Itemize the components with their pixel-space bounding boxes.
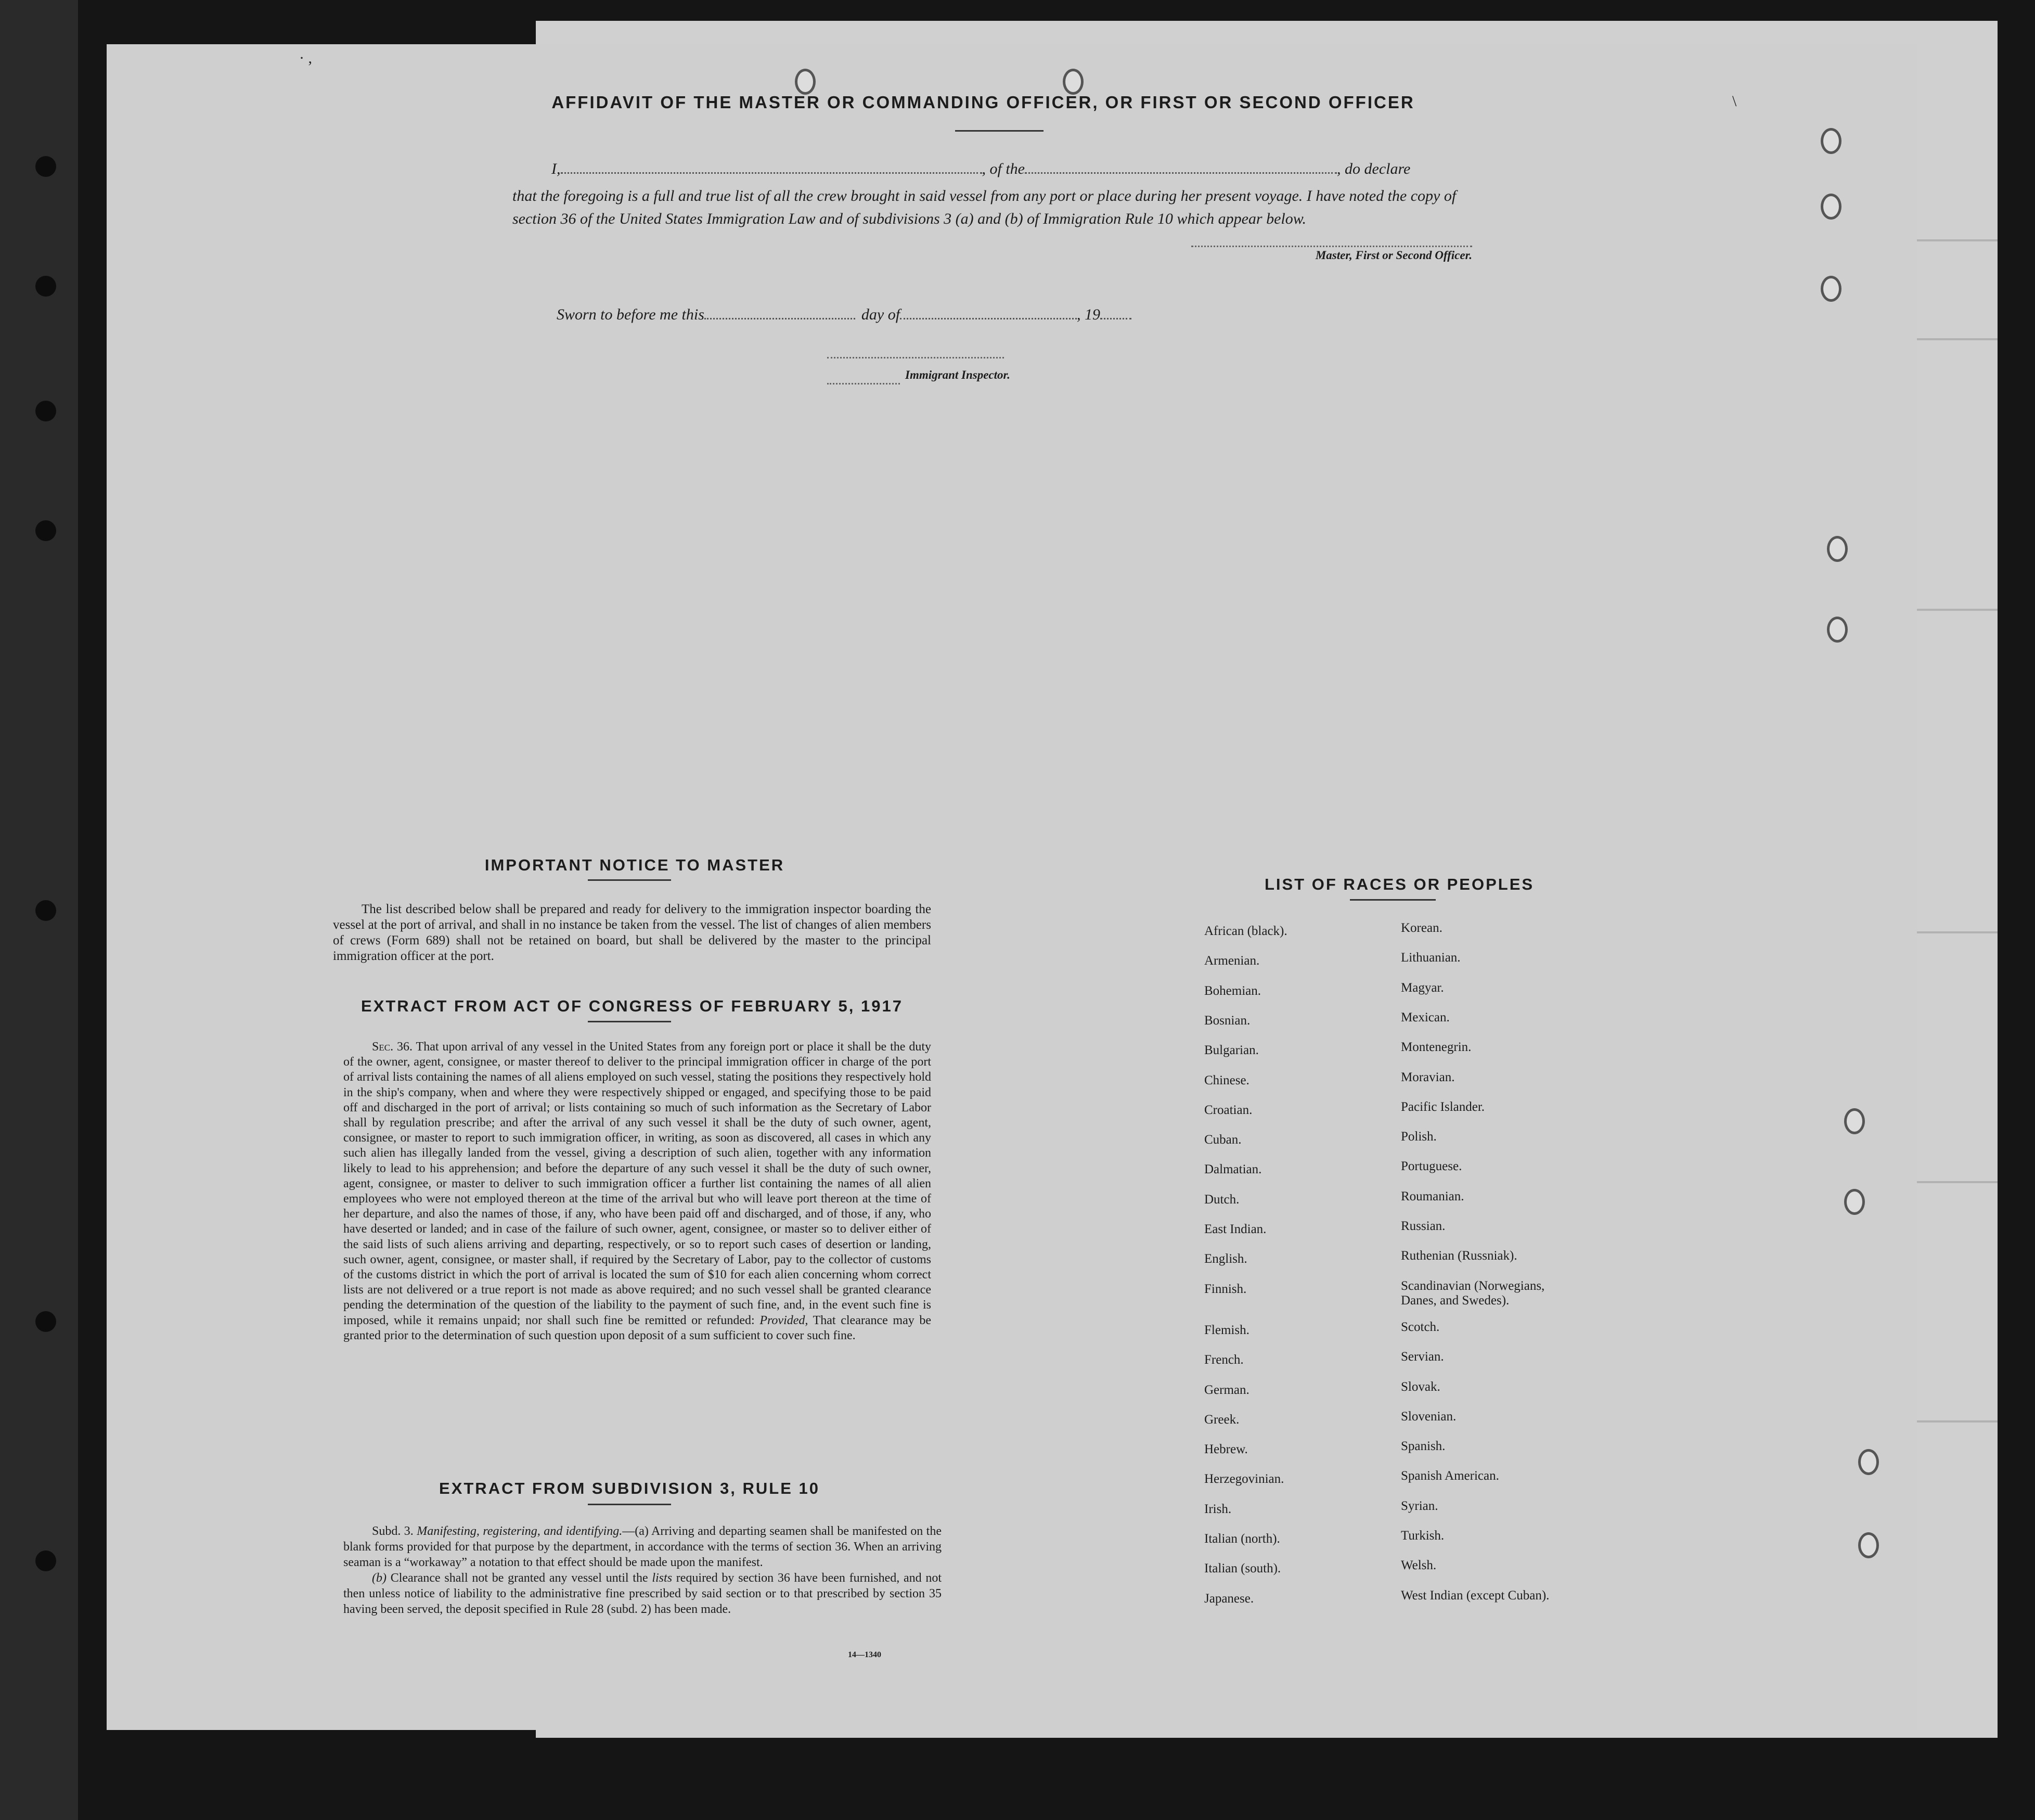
- punch-hole: [1844, 1189, 1865, 1215]
- binding-hole: [35, 1550, 56, 1571]
- act-underline: [588, 1021, 671, 1022]
- race-item: Welsh.: [1401, 1558, 1437, 1573]
- binding-hole: [35, 401, 56, 421]
- race-item: German.: [1204, 1382, 1250, 1397]
- race-item: Herzegovinian.: [1204, 1472, 1284, 1486]
- notice-underline: [588, 879, 671, 881]
- race-item: Italian (north).: [1204, 1532, 1280, 1546]
- binding-strip: [0, 0, 78, 1820]
- subdivision-label: Subd. 3.: [372, 1524, 414, 1538]
- subdivision-heading: Manifesting, registering, and identifying.: [417, 1524, 623, 1538]
- section-text-end: That clearance may be granted prior to the determination of such question upon deposit of a sum sufficient to cover such fine.: [343, 1313, 932, 1342]
- title-underline: [955, 130, 1044, 132]
- punch-hole: [1858, 1449, 1879, 1475]
- race-item: French.: [1204, 1353, 1244, 1367]
- race-item: Slovenian.: [1401, 1409, 1457, 1424]
- binding-hole: [35, 276, 56, 297]
- vessel-name-blank[interactable]: [1025, 172, 1337, 174]
- act-section-36-text: [343, 1040, 931, 1343]
- race-item: West Indian (except Cuban).: [1401, 1588, 1550, 1603]
- binding-hole: [35, 520, 56, 541]
- race-item: Servian.: [1401, 1350, 1444, 1364]
- section-label: Sec. 36.: [372, 1040, 413, 1054]
- notice-title: IMPORTANT NOTICE TO MASTER: [484, 856, 785, 874]
- form-sheet: [107, 44, 1917, 1730]
- punch-hole: [1858, 1532, 1879, 1558]
- race-item: Croatian.: [1204, 1103, 1253, 1117]
- race-item: Scotch.: [1401, 1319, 1440, 1334]
- sworn-year-label: , 19: [1077, 306, 1101, 323]
- binding-hole: [35, 156, 56, 177]
- sworn-year-blank[interactable]: [1100, 318, 1131, 319]
- race-item: Cuban.: [1204, 1133, 1242, 1147]
- race-item: Ruthenian (Russniak).: [1401, 1249, 1517, 1263]
- inspector-signature-line[interactable]: [827, 357, 1004, 358]
- race-item: Roumanian.: [1401, 1189, 1464, 1203]
- declarant-name-blank[interactable]: [561, 172, 982, 174]
- race-item: Armenian.: [1204, 954, 1260, 968]
- race-item: Scandinavian (Norwegians, Danes, and Swedes).: [1401, 1278, 1545, 1308]
- notice-text: The list described below shall be prepared and ready for delivery to the immigration inspector boarding the vessel at the port of arrival, and shall in no instance be taken from the vessel. The list of changes of alien members of crews (Form 689) shall not be retained on board, but shall be delivered by the master to the principal immigration officer at the port.: [333, 902, 931, 963]
- sworn-day-blank[interactable]: [704, 318, 855, 319]
- subdivision-title: EXTRACT FROM SUBDIVISION 3, RULE 10: [439, 1479, 820, 1497]
- race-item: Irish.: [1204, 1502, 1232, 1516]
- affidavit-body: that the foregoing is a full and true list of all the crew brought in said vessel from any port or place during her present voyage. I have noted the copy of section 36 of the United States Immigration Law and of subdivisions 3 (a) and (b) of Immigration Rule 10 which appear below.: [512, 187, 1457, 227]
- punch-hole: [1063, 69, 1084, 95]
- declarant-prefix: I,: [551, 160, 561, 177]
- race-item: Syrian.: [1401, 1498, 1438, 1513]
- race-item: English.: [1204, 1252, 1247, 1266]
- race-item: Lithuanian.: [1401, 951, 1461, 965]
- punch-hole: [1827, 536, 1848, 562]
- race-item: Turkish.: [1401, 1529, 1445, 1543]
- punch-hole: [1821, 276, 1841, 302]
- binding-hole: [35, 900, 56, 921]
- race-item: Japanese.: [1204, 1591, 1254, 1606]
- sworn-month-label: day of: [861, 306, 900, 323]
- race-item: Moravian.: [1401, 1070, 1455, 1084]
- punch-hole: [1821, 128, 1841, 154]
- race-item: Spanish American.: [1401, 1469, 1499, 1483]
- race-item: Mexican.: [1401, 1010, 1450, 1024]
- races-title: LIST OF RACES OR PEOPLES: [1264, 875, 1535, 893]
- race-item: Chinese.: [1204, 1073, 1250, 1087]
- subdivision-text: [343, 1523, 942, 1617]
- para-b-text-2: required by section 36 have been furnished, and not then unless notice of liability to the administrative fine prescribed by said section or to that prescribed by section 35 having been served, the deposit specified in Rule 28 (subd. 2) has been made.: [343, 1571, 942, 1616]
- master-signature-caption: Master, First or Second Officer.: [1315, 249, 1472, 262]
- punch-hole: [1844, 1108, 1865, 1134]
- race-item: African (black).: [1204, 924, 1287, 938]
- race-item: Dalmatian.: [1204, 1162, 1262, 1177]
- provided-word: Provided,: [759, 1313, 808, 1327]
- race-item: Korean.: [1401, 921, 1442, 935]
- race-item: Italian (south).: [1204, 1561, 1281, 1576]
- race-item: Bulgarian.: [1204, 1043, 1259, 1058]
- race-item: Russian.: [1401, 1219, 1446, 1233]
- para-b-text-1: Clearance shall not be granted any vessel until the: [390, 1571, 648, 1585]
- binding-hole: [35, 1311, 56, 1332]
- races-underline: [1350, 899, 1436, 901]
- punch-hole: [795, 69, 816, 95]
- vessel-prefix: , of the: [982, 160, 1025, 177]
- race-item: Pacific Islander.: [1401, 1099, 1485, 1114]
- race-item: Spanish.: [1401, 1439, 1446, 1454]
- sworn-month-blank[interactable]: [900, 318, 1077, 319]
- sworn-line: [557, 306, 1233, 324]
- race-item: Slovak.: [1401, 1379, 1440, 1394]
- margin-mark: \: [1732, 93, 1737, 110]
- punch-hole: [1821, 194, 1841, 220]
- race-item: Montenegrin.: [1401, 1040, 1472, 1055]
- race-item: Greek.: [1204, 1412, 1240, 1427]
- race-item: Finnish.: [1204, 1281, 1247, 1296]
- subdivision-underline: [588, 1504, 671, 1505]
- affidavit-declaration-line: [551, 160, 1488, 178]
- race-item: East Indian.: [1204, 1222, 1267, 1236]
- race-item: Polish.: [1401, 1130, 1437, 1144]
- section-text: That upon arrival of any vessel in the United States from any foreign port or place it shall be the duty of the owner, agent, consignee, or master thereof to deliver to the principal immigration officer in charge of the port of arrival lists containing the names of all aliens employed on such vessel, stating the positions they respectively hold in the ship's company, when and where they were respectively shipped or engaged, and specifying those to be paid off and discharged in the port of arrival; or lists containing so much of such information as the Secretary of Labor shall by regulation prescribe; and after the arrival of any such vessel it shall be the duty of such owner, agent, consignee, or master to report to such immigration officer, in writing, as soon as discovered, all cases in which any such alien has illegally landed from the vessel, giving a description of such alien, together with any information likely to lead to his apprehension; and before the departure of any such vessel it shall be the duty of such owner, agent, consignee, or master to deliver to such immigration officer a further list containing the names of all alien employees who were not employed thereon at the time of the arrival but who will leave port thereon at the time of her departure, and also the names of those, if any, who have been paid off and discharged, and of those, if any, who have deserted or landed; and in case of the failure of such owner, agent, consignee, or master so to deliver either of the said lists of such aliens arriving and departing, respectively, or so to report such cases of desertion or landing, such owner, agent, consignee, or master shall, if required by the Secretary of Labor, pay to the collector of customs of the customs district in which the port of arrival is located the sum of $10 for each alien concerning whom correct lists are not delivered or a true report is not made as above required; and no such vessel shall be granted clearance pending the determination of the question of the liability to the payment of such fine, and, in the event such fine is imposed, while it remains unpaid; nor shall such fine be remitted or refunded:: [343, 1040, 931, 1327]
- declare-suffix: , do declare: [1337, 160, 1411, 177]
- race-item: Dutch.: [1204, 1192, 1240, 1207]
- sworn-prefix: Sworn to before me this: [557, 306, 704, 323]
- race-item: Bohemian.: [1204, 983, 1261, 998]
- affidavit-title: AFFIDAVIT OF THE MASTER OR COMMANDING OFFICER, OR FIRST OR SECOND OFFICER: [551, 93, 1415, 112]
- inspector-caption: Immigrant Inspector.: [905, 368, 1010, 381]
- subdivision-para-a: —(a) Arriving and departing seamen shall be manifested on the blank forms provided for that purpose by the department, in accordance with the terms of section 36. When an arriving seaman is a “workaway” a notation to that effect should be made upon the manifest.: [343, 1524, 942, 1569]
- act-title: EXTRACT FROM ACT OF CONGRESS OF FEBRUARY 5, 1917: [361, 997, 903, 1015]
- race-item: Hebrew.: [1204, 1442, 1248, 1457]
- margin-mark: · ,: [299, 49, 312, 67]
- para-b-lists: lists: [652, 1571, 673, 1585]
- race-item: Bosnian.: [1204, 1013, 1251, 1028]
- punch-hole: [1827, 617, 1848, 643]
- inspector-signature-line-2[interactable]: [827, 383, 900, 384]
- master-signature-line[interactable]: [1191, 246, 1472, 247]
- race-item: Flemish.: [1204, 1323, 1250, 1337]
- race-item: Portuguese.: [1401, 1159, 1462, 1174]
- para-b-label: (b): [372, 1571, 387, 1585]
- form-number: 14—1340: [848, 1650, 881, 1659]
- race-item: Magyar.: [1401, 980, 1444, 995]
